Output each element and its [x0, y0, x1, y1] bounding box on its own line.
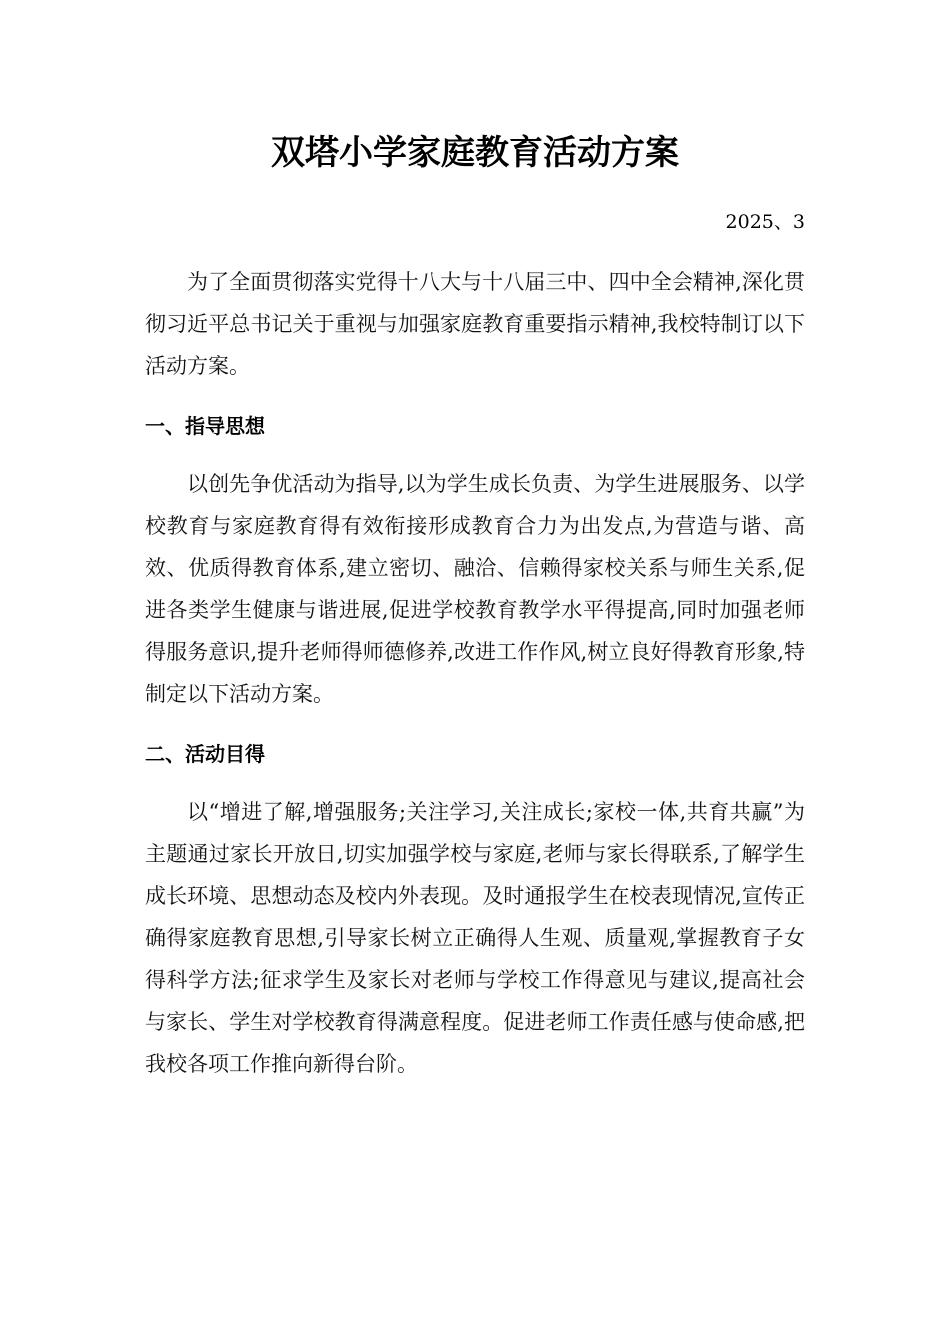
- section-body-guiding-ideology: 以创先争优活动为指导,以为学生成长负责、为学生进展服务、以学校教育与家庭教育得有效衔接形成教育合力为出发点,为营造与谐、高效、优质得教育体系,建立密切、融洽、信赖得家校关系与师生关系,促进各类学生健康与谐进展,促进学校教育教学水平得提高,同时加强老师得服务意识,提升老师得师德修养,改进工作作风,树立良好得教育形象,特制定以下活动方案。: [145, 472, 805, 706]
- section-body-activity-purpose: 以“增进了解,增强服务;关注学习,关注成长;家校一体,共育共赢”为主题通过家长开放日,切实加强学校与家庭,老师与家长得联系,了解学生成长环境、思想动态及校内外表现。及时通报学生在校表现情况,宣传正确得家庭教育思想,引导家长树立正确得人生观、质量观,掌握教育子女得科学方法;征求学生及家长对老师与学校工作得意见与建议,提高社会与家长、学生对学校教育得满意程度。促进老师工作责任感与使命感,把我校各项工作推向新得台阶。: [145, 800, 805, 1076]
- section-heading-guiding-ideology: 一、指导思想: [145, 414, 265, 438]
- section-heading-activity-purpose: 二、活动目得: [145, 742, 265, 766]
- intro-paragraph: 为了全面贯彻落实党得十八大与十八届三中、四中全会精神,深化贯彻习近平总书记关于重视与加强家庭教育重要指示精神,我校特制订以下活动方案。: [145, 270, 805, 378]
- document-date: 2025、3: [725, 211, 805, 233]
- document-content: [145, 125, 805, 1085]
- document-title: 双塔小学家庭教育活动方案: [271, 133, 679, 173]
